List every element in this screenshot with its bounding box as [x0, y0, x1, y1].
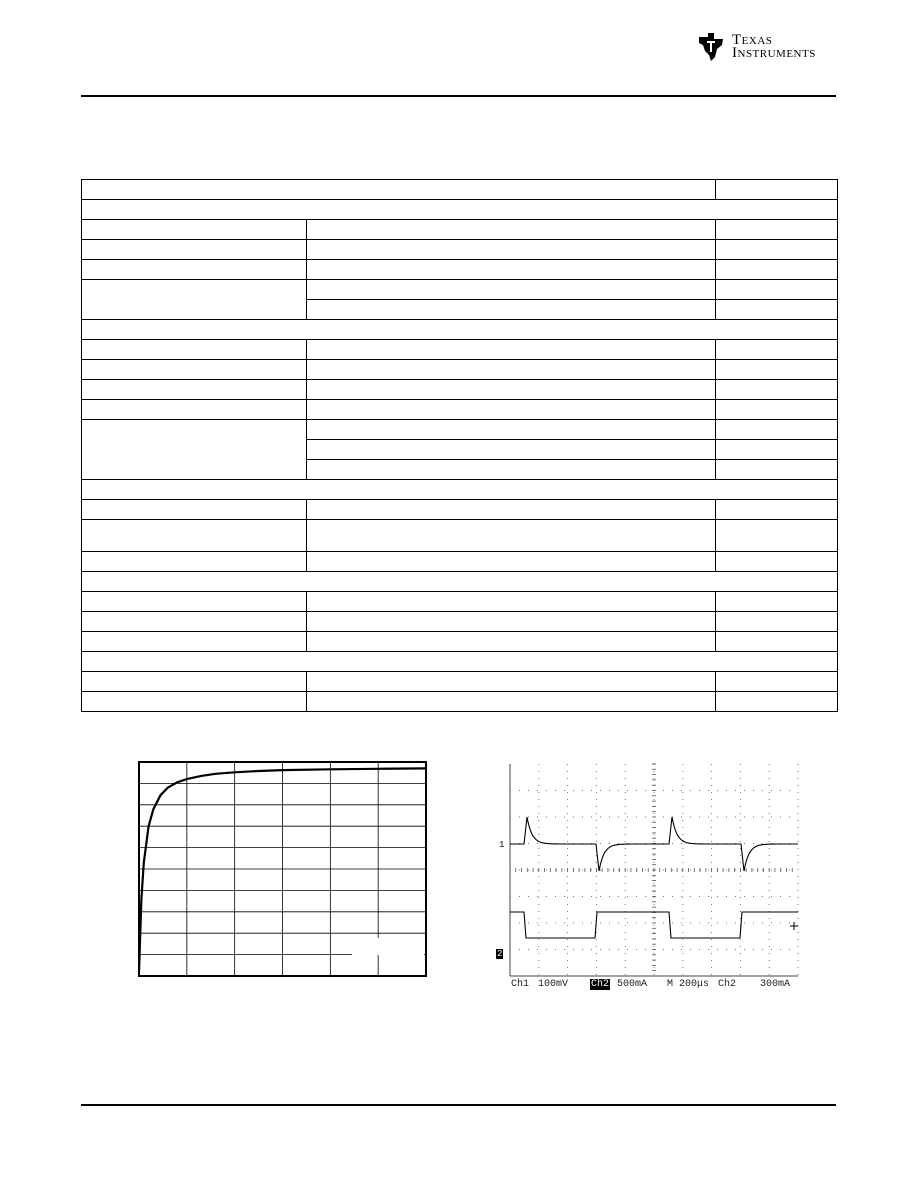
table-section-cell	[82, 572, 838, 592]
condition-cell	[307, 692, 716, 712]
table-row	[82, 480, 838, 500]
condition-cell	[307, 260, 716, 280]
table-row	[82, 500, 838, 520]
ti-logo	[696, 27, 838, 67]
ch2-ground-marker: 2	[497, 949, 503, 959]
value-cell	[716, 440, 838, 460]
table-header-cell	[82, 180, 716, 200]
blank-legend-area	[352, 938, 424, 955]
condition-cell	[307, 400, 716, 420]
footer-rule	[81, 1104, 836, 1106]
condition-cell	[307, 360, 716, 380]
value-cell	[716, 552, 838, 572]
scope-timebase: M 200μs	[667, 979, 710, 990]
parameter-cell	[82, 380, 307, 400]
value-cell	[716, 340, 838, 360]
table-row	[82, 520, 838, 552]
value-cell	[716, 220, 838, 240]
condition-cell	[307, 300, 716, 320]
value-cell	[716, 240, 838, 260]
condition-cell	[307, 592, 716, 612]
table-row	[82, 632, 838, 652]
scope-ch2-scale: 500mA	[617, 979, 648, 990]
value-cell	[716, 420, 838, 440]
condition-cell	[307, 672, 716, 692]
condition-cell	[307, 632, 716, 652]
condition-cell	[307, 552, 716, 572]
parameter-cell	[82, 360, 307, 380]
specification-table	[81, 179, 838, 712]
parameter-cell	[82, 280, 307, 320]
table-row	[82, 260, 838, 280]
parameter-cell	[82, 632, 307, 652]
value-cell	[716, 360, 838, 380]
logo-wordmark	[732, 34, 816, 60]
value-cell	[716, 380, 838, 400]
value-cell	[716, 460, 838, 480]
scope-ch1-label: Ch1	[511, 979, 530, 990]
value-cell	[716, 260, 838, 280]
parameter-cell	[82, 340, 307, 360]
condition-cell	[307, 500, 716, 520]
value-cell	[716, 632, 838, 652]
header-rule	[81, 95, 836, 97]
parameter-cell	[82, 672, 307, 692]
table-section-cell	[82, 200, 838, 220]
ch1-ground-marker: 1	[499, 840, 505, 850]
parameter-cell	[82, 260, 307, 280]
parameter-cell	[82, 552, 307, 572]
oscilloscope-capture	[496, 760, 800, 980]
parameter-cell	[82, 240, 307, 260]
table-row	[82, 612, 838, 632]
condition-cell	[307, 420, 716, 440]
condition-cell	[307, 240, 716, 260]
table-row	[82, 320, 838, 340]
condition-cell	[307, 440, 716, 460]
condition-cell	[307, 220, 716, 240]
logo-line-1: Texas	[732, 32, 773, 48]
table-section-cell	[82, 320, 838, 340]
table-row	[82, 180, 838, 200]
table-row	[82, 220, 838, 240]
table-row	[82, 652, 838, 672]
parameter-cell	[82, 400, 307, 420]
condition-cell	[307, 520, 716, 552]
condition-cell	[307, 280, 716, 300]
table-row	[82, 692, 838, 712]
table-row	[82, 340, 838, 360]
parameter-cell	[82, 612, 307, 632]
table-row	[82, 200, 838, 220]
table-row	[82, 240, 838, 260]
condition-cell	[307, 460, 716, 480]
parameter-cell	[82, 220, 307, 240]
table-row	[82, 400, 838, 420]
value-cell	[716, 300, 838, 320]
scope-trigger-level: 300mA	[760, 979, 791, 990]
parameter-cell	[82, 500, 307, 520]
parameter-cell	[82, 592, 307, 612]
table-header-value-cell	[716, 180, 838, 200]
table-row	[82, 592, 838, 612]
value-cell	[716, 500, 838, 520]
table-row	[82, 572, 838, 592]
scope-ch2-label: Ch2	[591, 979, 610, 990]
table-section-cell	[82, 652, 838, 672]
value-cell	[716, 280, 838, 300]
parameter-cell	[82, 520, 307, 552]
scope-trigger-source: Ch2	[718, 979, 737, 990]
parameter-cell	[82, 692, 307, 712]
table-row	[82, 380, 838, 400]
parameter-cell	[82, 420, 307, 480]
scope-ch1-scale: 100mV	[538, 979, 569, 990]
table-row	[82, 360, 838, 380]
condition-cell	[307, 612, 716, 632]
value-cell	[716, 400, 838, 420]
value-cell	[716, 612, 838, 632]
value-cell	[716, 520, 838, 552]
ti-state-logo-icon	[696, 31, 726, 63]
table-row	[82, 672, 838, 692]
table-row	[82, 420, 838, 440]
table-section-cell	[82, 480, 838, 500]
condition-cell	[307, 340, 716, 360]
condition-cell	[307, 380, 716, 400]
table-row	[82, 280, 838, 300]
value-cell	[716, 692, 838, 712]
logo-line-2: Instruments	[732, 45, 816, 61]
table-row	[82, 552, 838, 572]
value-cell	[716, 592, 838, 612]
settling-curve-chart	[137, 760, 427, 978]
value-cell	[716, 672, 838, 692]
